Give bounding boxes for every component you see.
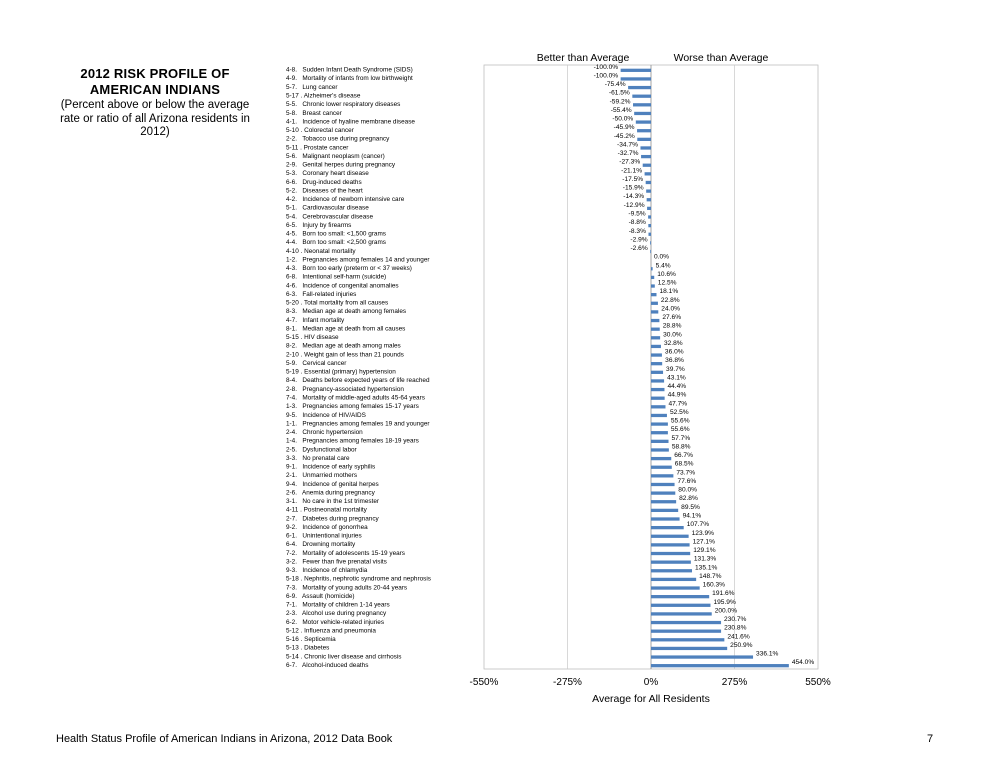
page-title-line-1: 2012 RISK PROFILE OF <box>80 66 230 81</box>
bar <box>651 543 690 546</box>
value-label: 135.1% <box>695 564 718 572</box>
category-labels <box>286 67 431 669</box>
category-label: 6-5. Injury by firearms <box>286 221 352 229</box>
bar <box>650 250 651 253</box>
value-label: 44.9% <box>667 391 687 399</box>
bar <box>651 302 658 305</box>
category-label: 4-6. Incidence of congenital anomalies <box>286 282 399 290</box>
category-label: 7-3. Mortality of young adults 20-44 years <box>286 584 408 592</box>
bar <box>640 146 651 149</box>
category-label: 5-10 . Colorectal cancer <box>286 127 354 135</box>
value-label: 454.0% <box>791 659 815 667</box>
value-label: -100.0% <box>593 72 619 80</box>
value-label: 52.5% <box>669 408 689 416</box>
category-label: 8-3. Median age at death among females <box>286 308 407 316</box>
value-label: -45.2% <box>613 132 635 140</box>
value-label: 94.1% <box>682 512 702 520</box>
bar <box>651 328 660 331</box>
category-label: 6-3. Fall-related injuries <box>286 290 357 298</box>
bar <box>641 155 651 158</box>
bar <box>648 233 651 236</box>
bar <box>651 578 696 581</box>
bar <box>651 371 663 374</box>
bar <box>651 509 678 512</box>
bar <box>647 207 651 210</box>
value-label: 200.0% <box>714 607 738 615</box>
category-label: 9-2. Incidence of gonorrhea <box>286 523 368 531</box>
bar <box>651 284 655 287</box>
category-label: 9-5. Incidence of HIV/AIDS <box>286 411 366 419</box>
bar <box>648 224 651 227</box>
category-label: 5-13 . Diabetes <box>286 644 330 652</box>
value-label: 22.8% <box>660 296 680 304</box>
category-label: 5-12 . Influenza and pneumonia <box>286 627 376 635</box>
x-tick-label: -275% <box>553 677 582 688</box>
value-label: 27.6% <box>662 314 682 322</box>
category-label: 3-2. Fewer than five prenatal visits <box>286 558 387 566</box>
category-label: 7-4. Mortality of middle-aged adults 45-64 years <box>286 394 425 402</box>
bar <box>648 215 651 218</box>
x-tick-labels <box>470 677 831 688</box>
bar <box>651 457 671 460</box>
bar <box>651 491 675 494</box>
value-label: -55.4% <box>610 106 632 114</box>
bar <box>651 379 664 382</box>
category-label: 6-1. Unintentional injuries <box>286 532 362 540</box>
bar <box>647 198 651 201</box>
bar <box>651 440 669 443</box>
bar <box>651 405 665 408</box>
value-label: 30.0% <box>663 331 682 339</box>
bar <box>651 267 653 270</box>
value-label: 148.7% <box>699 572 722 580</box>
value-label: 0.0% <box>654 253 670 261</box>
bar <box>645 172 651 175</box>
bar <box>651 353 662 356</box>
value-label: -61.5% <box>608 89 630 97</box>
value-label: 44.4% <box>667 383 687 391</box>
value-label: 191.6% <box>712 590 735 598</box>
footer-page-number: 7 <box>927 733 934 745</box>
category-label: 4-4. Born too small: <2,500 grams <box>286 239 386 247</box>
bar <box>651 362 662 365</box>
category-label: 4-3. Born too early (preterm or < 37 weeks) <box>286 265 412 273</box>
value-label: 129.1% <box>693 547 716 555</box>
bar <box>651 397 665 400</box>
bar <box>651 310 658 313</box>
category-label: 1-1. Pregnancies among females 19 and younger <box>286 420 430 428</box>
value-label: -27.3% <box>619 158 641 166</box>
category-label: 4-8. Sudden Infant Death Syndrome (SIDS) <box>286 66 413 74</box>
bar <box>651 319 659 322</box>
value-label: -75.4% <box>604 81 626 89</box>
value-label: 24.0% <box>661 305 680 313</box>
bar <box>651 276 654 279</box>
value-label: 230.8% <box>724 624 747 632</box>
value-label: -34.7% <box>617 141 638 149</box>
category-label: 7-1. Mortality of children 1-14 years <box>286 601 390 609</box>
bar <box>651 638 724 641</box>
category-label: 5-2. Diseases of the heart <box>286 187 363 195</box>
value-label: 32.8% <box>663 339 683 347</box>
bar <box>651 483 675 486</box>
value-label: 131.3% <box>693 555 717 563</box>
category-label: 4-10 . Neonatal mortality <box>286 247 356 255</box>
header-worse-than-average: Worse than Average <box>673 52 769 64</box>
category-label: 5-16 . Septicemia <box>286 636 336 644</box>
category-label: 5-9. Cervical cancer <box>286 359 347 367</box>
value-label: 57.7% <box>671 434 691 442</box>
bar <box>651 630 721 633</box>
category-label: 2-3. Alcohol use during pregnancy <box>286 610 387 618</box>
category-label: 5-3. Coronary heart disease <box>286 170 369 178</box>
bar <box>636 120 651 123</box>
value-label: 336.1% <box>756 650 779 658</box>
value-label: 68.5% <box>674 460 694 468</box>
value-label: -12.9% <box>623 201 645 209</box>
category-label: 8-2. Median age at death among males <box>286 342 401 350</box>
bar <box>621 69 651 72</box>
bar <box>651 612 712 615</box>
x-tick-label: 0% <box>643 677 659 688</box>
value-label: -100.0% <box>593 63 619 71</box>
value-label: 77.6% <box>677 477 697 485</box>
category-label: 5-19 . Essential (primary) hypertension <box>286 368 396 376</box>
value-label: 55.6% <box>670 417 690 425</box>
value-label: -59.2% <box>609 98 631 106</box>
value-label: 230.7% <box>724 616 747 624</box>
bar <box>637 129 651 132</box>
page-subtitle: (Percent above or below the average rate or ratio of all Arizona residents in 2012) <box>60 99 250 138</box>
bar <box>651 474 673 477</box>
value-label: -17.5% <box>622 175 644 183</box>
bar <box>637 138 651 141</box>
value-label: 12.5% <box>657 279 677 287</box>
category-label: 4-11 . Postneonatal mortality <box>286 506 367 514</box>
value-label: 18.1% <box>659 288 679 296</box>
bar <box>651 448 669 451</box>
category-label: 8-1. Median age at death from all causes <box>286 325 406 333</box>
category-label: 6-9. Assault (homicide) <box>286 592 355 600</box>
category-label: 6-7. Alcohol-induced deaths <box>286 661 369 669</box>
value-label: -9.5% <box>628 210 646 218</box>
bar <box>651 336 660 339</box>
value-label: 36.0% <box>664 348 684 356</box>
value-label: 123.9% <box>691 529 714 537</box>
category-label: 6-6. Drug-induced deaths <box>286 178 362 186</box>
bar <box>632 95 651 98</box>
value-label: 47.7% <box>668 400 688 408</box>
category-label: 5-6. Malignant neoplasm (cancer) <box>286 152 385 160</box>
value-label: 195.9% <box>713 598 736 606</box>
category-label: 5-5. Chronic lower respiratory diseases <box>286 101 401 109</box>
category-label: 8-4. Deaths before expected years of life reached <box>286 377 430 385</box>
value-label: 160.3% <box>702 581 726 589</box>
bar <box>628 86 651 89</box>
category-label: 5-15 . HIV disease <box>286 334 339 342</box>
x-tick-label: 275% <box>721 677 748 688</box>
category-label: 9-4. Incidence of genital herpes <box>286 480 379 488</box>
bar <box>651 561 691 564</box>
bar <box>651 664 789 667</box>
value-label: 73.7% <box>676 469 696 477</box>
bar <box>651 655 753 658</box>
value-label: 55.6% <box>670 426 690 434</box>
x-axis-label: Average for All Residents <box>592 693 710 705</box>
bar <box>651 414 667 417</box>
category-label: 2-4. Chronic hypertension <box>286 429 363 437</box>
value-label: 36.8% <box>665 357 684 365</box>
bar <box>651 345 661 348</box>
category-label: 6-8. Intentional self-harm (suicide) <box>286 273 387 281</box>
value-label: 58.8% <box>671 443 691 451</box>
category-label: 2-9. Genital herpes during pregnancy <box>286 161 396 169</box>
x-tick-label: -550% <box>469 677 499 688</box>
bar <box>646 181 651 184</box>
value-label: 80.0% <box>678 486 697 494</box>
value-label: 127.1% <box>692 538 715 546</box>
value-label: -50.0% <box>612 115 634 123</box>
bar <box>651 621 721 624</box>
category-label: 4-9. Mortality of infants from low birthweight <box>286 75 413 83</box>
value-label: -2.6% <box>630 245 648 253</box>
category-label: 2-8. Pregnancy-associated hypertension <box>286 385 404 393</box>
category-label: 6-2. Motor vehicle-related injuries <box>286 618 385 626</box>
x-tick-label: 550% <box>805 677 831 688</box>
category-label: 3-3. No prenatal care <box>286 454 350 462</box>
category-label: 6-4. Drowning mortality <box>286 541 356 549</box>
value-label: 241.6% <box>727 633 750 641</box>
bar <box>633 103 651 106</box>
bar <box>651 526 684 529</box>
category-label: 5-1. Cardiovascular disease <box>286 204 369 212</box>
category-label: 1-4. Pregnancies among females 18-19 years <box>286 437 419 445</box>
category-label: 2-6. Anemia during pregnancy <box>286 489 375 497</box>
category-label: 5-8. Breast cancer <box>286 109 342 117</box>
page-title-line-2: AMERICAN INDIANS <box>89 82 221 97</box>
bar <box>651 647 727 650</box>
category-label: 1-3. Pregnancies among females 15-17 years <box>286 403 419 411</box>
bar <box>634 112 651 115</box>
bar <box>651 500 676 503</box>
category-label: 9-1. Incidence of early syphilis <box>286 463 376 471</box>
bar <box>646 189 651 192</box>
bar <box>651 293 656 296</box>
value-label: -8.3% <box>628 227 646 235</box>
bar <box>651 535 689 538</box>
category-label: 4-1. Incidence of hyaline membrane disease <box>286 118 415 126</box>
category-label: 4-2. Incidence of newborn intensive care <box>286 196 405 204</box>
bar <box>651 388 664 391</box>
category-label: 2-7. Diabetes during pregnancy <box>286 515 379 523</box>
value-label: -15.9% <box>622 184 644 192</box>
category-label: 5-17 . Alzheimer's disease <box>286 92 361 100</box>
value-label: 82.8% <box>679 495 698 503</box>
category-label: 2-2. Tobacco use during pregnancy <box>286 135 390 143</box>
category-label: 5-7. Lung cancer <box>286 83 338 91</box>
category-label: 5-4. Cerebrovascular disease <box>286 213 374 221</box>
category-label: 9-3. Incidence of chlamydia <box>286 567 368 575</box>
category-label: 1-2. Pregnancies among females 14 and younger <box>286 256 430 264</box>
bar <box>651 431 668 434</box>
bar <box>651 466 672 469</box>
value-label: 5.4% <box>655 262 671 270</box>
category-label: 3-1. No care in the 1st trimester <box>286 498 380 506</box>
value-label: 107.7% <box>686 521 710 529</box>
value-label: -45.9% <box>613 124 635 132</box>
category-label: 2-10 . Weight gain of less than 21 pounds <box>286 351 404 359</box>
value-label: 28.8% <box>662 322 682 330</box>
category-label: 2-5. Dysfunctional labor <box>286 446 357 454</box>
value-label: -14.3% <box>623 193 645 201</box>
value-label: 250.9% <box>730 641 753 649</box>
value-label: -32.7% <box>617 150 639 158</box>
bar <box>650 241 651 244</box>
bar <box>651 422 668 425</box>
category-label: 5-18 . Nephritis, nephrotic syndrome and nephrosis <box>286 575 431 583</box>
bar <box>651 517 680 520</box>
bar <box>651 586 700 589</box>
category-label: 2-1. Unmarried mothers <box>286 472 358 480</box>
value-label: -8.8% <box>628 219 646 227</box>
value-label: 66.7% <box>674 452 693 460</box>
value-label: 10.6% <box>657 270 676 278</box>
value-label: -2.9% <box>630 236 648 244</box>
category-label: 4-7. Infant mortality <box>286 316 345 324</box>
bar <box>651 552 690 555</box>
bar <box>651 595 709 598</box>
category-label: 5-14 . Chronic liver disease and cirrhosis <box>286 653 402 661</box>
header-better-than-average: Better than Average <box>536 52 630 64</box>
category-label: 7-2. Mortality of adolescents 15-19 years <box>286 549 405 557</box>
value-label: 89.5% <box>681 503 700 511</box>
bar <box>651 569 692 572</box>
footer-book-title: Health Status Profile of American Indians in Arizona, 2012 Data Book <box>56 733 393 745</box>
category-label: 5-20 . Total mortality from all causes <box>286 299 389 307</box>
value-label: 39.7% <box>666 365 685 373</box>
category-label: 5-11 . Prostate cancer <box>286 144 349 152</box>
value-label: -21.1% <box>621 167 643 175</box>
bar <box>643 164 651 167</box>
category-label: 4-5. Born too small: <1,500 grams <box>286 230 386 238</box>
value-label: 43.1% <box>667 374 686 382</box>
bar <box>651 604 710 607</box>
